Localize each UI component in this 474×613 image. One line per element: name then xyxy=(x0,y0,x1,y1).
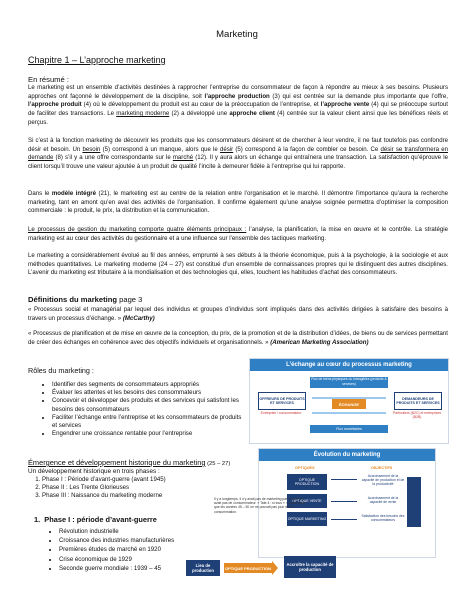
flux-monetaires: Flux monétaires xyxy=(310,425,388,433)
approche-produit: l’approche produit xyxy=(28,101,82,109)
demandeurs-box: DEMANDEURS DE PRODUITS ET SERVICES xyxy=(394,392,442,410)
objectif-production: Accroissement de la capacité de production et de la productivité xyxy=(361,474,405,486)
approche-vente: l’approche vente xyxy=(320,101,370,109)
p2-text-a: Si c’est à la fonction marketing de découvrir les produits que les consommateurs désirent et de chercher à leur vendre, il ne faut toutefois pas confondre désir et besoin. Un xyxy=(28,137,448,153)
figure-evolution-title: Évolution du marketing xyxy=(259,449,435,461)
p2-text-e: (12). Il y aura alors un échange qui entraînera une transaction. La satisfaction qu’éprouve le client lorsqu’il trouve une valeur ajoutée à un produit de qualité l’incite à demeurer fidèle à l’entreprise qui lui rapporte. xyxy=(28,154,448,171)
approche-client: approche client xyxy=(229,110,275,118)
p3-text-a: Dans le xyxy=(28,190,52,197)
phase1-item: • Révolution industrielle xyxy=(59,527,215,536)
demandeurs-sub: Particuliers (B2C) et entreprises (B2B) xyxy=(392,411,442,419)
term-besoin: besoin xyxy=(82,145,101,153)
phase-item: 3. Phase III : Naissance du marketing moderne xyxy=(42,492,228,500)
lieu-production-box: Lieu de production xyxy=(186,560,220,576)
col-optiques: OPTIQUES xyxy=(295,466,315,470)
phase-item: 2. Phase II : Les Trente Glorieuses xyxy=(42,484,228,492)
p1-text-a: Le marketing est un ensemble d’activités destinées à rapprocher l’entreprise du consommateur de façon à répondre au mieux à ses besoins. Plusieurs approches ont façonné le développement de la discipline, soit xyxy=(28,84,448,100)
definitions-title: Définitions du marketing xyxy=(28,295,118,304)
p1-text-f: (2) a développé une xyxy=(169,110,230,118)
p3-text-b: (21), le marketing est au centre de la relation entre l’organisation et le marché. Il démontre l’importance qu’aura la recherche marketing, tant en amont qu’en aval des activités de l’organisation. Il confirme également qu’une analyse soignée permettra d’optimiser la composition commerciale : le produit, le prix, la distribution et la communication. xyxy=(28,190,448,215)
capacite-production-box: Accroître la capacité de production xyxy=(284,556,336,578)
figure-note: Il y a longtemps, il n’y avait pas de marketing parce qu’il n’y avait pas de consommateur. « Tate 4 : si tous « » Cela parce que les années 45 – 50 on ne pouvait pas jouir de la consommation. xyxy=(214,497,305,514)
evolution-heading xyxy=(28,458,230,467)
role-item: • Engendrer une croissance rentable pour l’entreprise xyxy=(52,430,248,438)
arrow-side xyxy=(407,477,421,527)
phase1-item: • Seconde guerre mondiale : 1939 – 45 xyxy=(59,564,215,573)
chapter-heading: Chapitre 1 – L’approche marketing xyxy=(28,55,166,65)
term-marche: marché xyxy=(172,154,194,162)
definition-1-author: (McCarthy) xyxy=(121,314,155,322)
roles-heading: Rôles du marketing : xyxy=(28,366,94,375)
role-item: • Identifier des segments de consommateurs appropriés xyxy=(52,381,248,389)
role-item: • Évaluer les attentes et les besoins des consommateurs xyxy=(52,389,248,397)
role-item: • Concevoir et développer des produits et des services qui satisfont les besoins des consommateurs xyxy=(52,397,248,413)
optique-production-arrow: OPTIQUE PRODUCTION xyxy=(224,563,272,573)
p2-text-b: (5) correspond à un manque, alors que le xyxy=(100,145,220,153)
arrow-head xyxy=(272,561,278,575)
p5-text-a: Le marketing a considérablement évolué au fil des années, emprunté à ses débuts à la théorie économique, puis à la psychologie, à la sociologie et aux méthodes quantitatives. Le marketing moderne (24 – 27) est constitué d’un ensemble de connaissances propres qui le distinguent des autres disciplines. L’avenir du marketing est tributaire à la mondialisation et des technologies qui, elles, touchent les habitudes d’achat des consommateurs. xyxy=(28,252,448,277)
phases-list xyxy=(28,476,228,501)
definition-2 xyxy=(28,330,448,347)
phase1-title: Phase I : période d’avant-guerre xyxy=(44,515,157,524)
arrow-line-3 xyxy=(331,519,357,520)
p4-text-a: l’analyse, la planification, la mise en œuvre et le contrôle. La stratégie marketing est au cœur des activités du gestionnaire et a une influence sur l’ensemble des tactiques marketing. xyxy=(28,226,448,242)
role-item: • Faciliter l’échange entre l’entreprise et les consommateurs de produits et services xyxy=(52,414,248,430)
evolution-pages: (25 – 27) xyxy=(205,461,231,467)
arrow-line-1 xyxy=(331,479,357,480)
p1-text-e: (4) qui se préoccupe surtout de faciliter des transactions. Le xyxy=(28,101,448,118)
evolution-intro: Un développement historique en trois phases : xyxy=(28,468,160,475)
paragraph-4 xyxy=(28,226,448,243)
evolution-title: Émergence et développement historique du marketing xyxy=(28,458,206,467)
phase1-item: • Croissance des industries manufacturières xyxy=(59,536,215,545)
p2-text-c: (5) correspond à la façon de combler ce besoin. Ce xyxy=(233,145,381,153)
phase1-item: • Premières études de marché en 1920 xyxy=(59,545,215,554)
paragraph-5 xyxy=(28,252,448,278)
phase1-heading: 1. Phase I : période d’avant-guerre xyxy=(34,515,157,524)
term-demande: désir se transformera en demande xyxy=(28,145,448,162)
col-objectifs: OBJECTIFS xyxy=(371,466,393,470)
offreurs-sub: Entreprise / consommateur xyxy=(260,411,302,415)
p1-text-d: (4) où le développement du produit est au cœur de la préoccupation de l’entreprise, et xyxy=(81,101,321,109)
paragraph-3 xyxy=(28,190,448,216)
phase1-item: • Crise économique de 1929 xyxy=(59,555,215,564)
p2-text-d: (8) s’il y a une offre correspondante sur le xyxy=(53,154,173,162)
echange-center: ÉCHANGE xyxy=(332,399,366,409)
definition-2-text: « Processus de planification et de mise en œuvre de la conception, du prix, de la promotion et de la distribution d’idées, de biens ou de services permettant de créer des échanges en cohérence avec des objectifs individuels et organisationnels. » xyxy=(28,330,448,346)
objectif-vente: Accroissement de la capacité de vente xyxy=(367,496,399,504)
modele-integre: modèle intégré xyxy=(51,190,96,197)
resume-heading: En résumé : xyxy=(28,75,69,84)
p1-text-c: (3) qui est centrée sur la demande plus importante que l’offre, xyxy=(269,92,448,100)
definition-1 xyxy=(28,306,448,323)
optique-marketing: OPTIQUE MARKETING xyxy=(287,512,327,526)
definitions-page: page 3 xyxy=(117,295,143,304)
definitions-heading xyxy=(28,295,142,304)
paragraph-2 xyxy=(28,137,448,172)
objectif-marketing: Satisfaction des besoins des consommateurs xyxy=(361,514,405,522)
flow-line-lower xyxy=(312,412,386,414)
page-title: Marketing xyxy=(216,29,258,40)
definition-1-text: « Processus social et managérial par lequel des individus et groupes d’individus sont impliqués dans des activités dirigées à satisfaire des besoins à travers un processus d’échange. » xyxy=(28,306,448,322)
paragraph-1 xyxy=(28,84,448,128)
arrow-line-2 xyxy=(331,501,357,502)
offreurs-box: OFFREURS DE PRODUITS ET SERVICES xyxy=(258,392,306,410)
figure-echange-title: L’échange au cœur du processus marketing xyxy=(250,359,448,371)
optique-vente: OPTIQUE VENTE xyxy=(287,494,327,508)
definition-2-author: (American Marketing Association) xyxy=(268,338,369,346)
marketing-moderne: marketing moderne xyxy=(116,110,170,118)
optique-production: OPTIQUE PRODUCTION xyxy=(287,474,327,490)
p1-text-g: (4) centrée sur la valeur client ainsi que les bénéfices réels et perçus. xyxy=(28,110,449,126)
term-desir: désir xyxy=(219,145,234,153)
flux-biens: Flux de biens physiques ou intangibles (produits & services) xyxy=(311,377,387,386)
approche-production: l’approche production xyxy=(204,92,270,100)
processus-gestion: Le processus de gestion du marketing comporte quatre éléments principaux : xyxy=(28,226,247,233)
figure-echange xyxy=(249,358,449,444)
phase-item: 1. Phase I : Période d’avant-guerre (avant 1945) xyxy=(42,476,228,484)
roles-list xyxy=(38,381,248,438)
